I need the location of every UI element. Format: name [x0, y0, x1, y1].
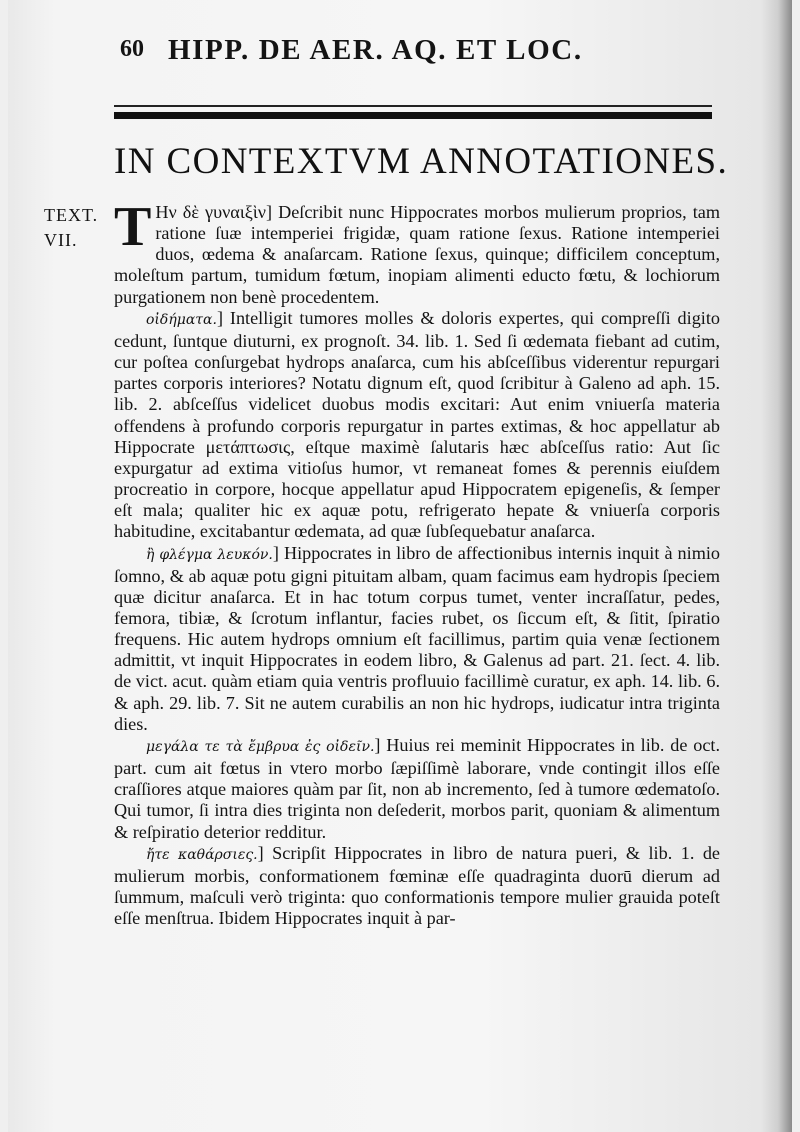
margin-note — [44, 203, 104, 253]
paragraph-4 — [114, 735, 720, 843]
paragraph-3-text: ] Hippocrates in libro de affectionibus internis inquit à nimio ſomno, & ab aquæ potu gigni pituitam albam, quam facimus eam hydropis ſpeciem quæ dicitur anaſarca. Et in hac totum corpus tumet, venter incraſſatur, pedes, femora, tibiæ, & ſcrotum inflantur, facies rubet, os ſiccum eſt, & ſitit, ſpiratio frequens. Hic autem hydrops omnium eſt facillimus, partim quia venæ ſectionem admittit, vt inquit Hippocrates in eodem libro, & Galenus ad part. 21. ſect. 4. lib. de vict. acut. quàm etiam quia ventris profluuio facillimè curatur, ex aph. 14. lib. 6. & aph. 29. lib. 7. Sit ne autem curabilis an non hic hydrops, iudicatur intra triginta dies. — [114, 542, 720, 734]
page-edge-shadow — [778, 0, 792, 1132]
margin-label-text: TEXT. — [44, 205, 99, 225]
lemma-phlegma: ἢ φλέγμα λευκόν. — [146, 546, 273, 563]
page-number: 60 — [120, 36, 144, 62]
annotation-body — [114, 196, 721, 929]
paragraph-3 — [114, 543, 720, 735]
lemma-oedemata: οἰδήματα. — [146, 311, 217, 328]
paragraph-2 — [114, 308, 720, 543]
paragraph-5-text: ] Scripſit Hippocrates in libro de natura pueri, & lib. 1. de mulierum morbis, conformationem fœminæ eſſe quadraginta duorū dierum ad ſummum, maſculi verò triginta: quo conformationis tempore mulier grauida poteſt eſſe menſtrua. Ibidem Hippocrates inquit à par- — [114, 842, 720, 929]
lemma-katharsies: ἤτε καθάρσιες. — [146, 846, 258, 863]
paragraph-2-text: ] Intelligit tumores molles & doloris expertes, qui compreſſi digito cedunt, ſuntque diuturni, ex prognoſt. 34. lib. 1. Sed ſi œdemata fiebant ad cutim, cur poſtea conſurgebat hydrops anaſarca, cum his abſceſſibus viderentur repurgari partes corporis interiores? Notatu dignum eſt, quod ſcribitur à Galeno ad aph. 15. lib. 2. abſceſſus videlicet duobus modis excitari: Aut enim vniuerſa materia offendens à profundo corporis repurgatur in partes extimas, & hoc appellatur ab Hippocrate μετάπτωσις, eſtque maximè ſalutaris hæc abſceſſus ratio: Aut ſic expurgatur ad extima vitioſus humor, vt remaneat fomes & perennis eiuſdem procreatio in corpore, hocque appellatur apud Hippocratem epigeneſis, & ſemper eſt mala; qualiter hic ex aquæ potu, refrigerato hepate & vniuerſa corporis habitudine, excitabantur œdemata, ad quæ ſubſequebatur anaſarca. — [114, 307, 720, 542]
margin-label-number: VII. — [44, 230, 78, 250]
paragraph-1 — [114, 196, 720, 308]
running-title: HIPP. DE AER. AQ. ET LOC. — [168, 34, 583, 66]
paragraph-5 — [114, 843, 720, 930]
drop-cap: T — [114, 196, 152, 258]
header-rule-thin — [114, 105, 712, 107]
lemma-embrya: μεγάλα τε τὰ ἔμβρυα ἐς οἰδεῖν. — [146, 738, 375, 755]
paragraph-1-text: Hν δὲ γυναιξὶν] Deſcribit nunc Hippocrates morbos mulierum proprios, tam ratione ſuæ intemperiei frigidæ, quam ratione ſexus. Ratione intemperiei duos, œdema & anaſarcam. Ratione ſexus, quinque; difficilem conceptum, moleſtum partum, tumidum fœtum, inopiam alimenti educto fœtu, & lochiorum purgationem non benè procedentem. — [114, 202, 720, 307]
page-header — [120, 34, 720, 68]
header-rule-thick — [114, 112, 712, 119]
section-title: IN CONTEXTVM ANNOTATIONES. — [114, 141, 729, 182]
paragraph-4-text: ] Huius rei meminit Hippocrates in lib. de oct. part. cum ait fœtus in vtero morbo ſæpiſſimè laborare, vnde contingit illos eſſe craſſiores atque maiores quàm par ſit, non ab incremento, ſed à tumore œdematoſo. Qui tumor, ſi intra dies triginta non deſederit, morbos parit, quoniam & alimentum & reſpiratio deterior redditur. — [114, 734, 721, 842]
